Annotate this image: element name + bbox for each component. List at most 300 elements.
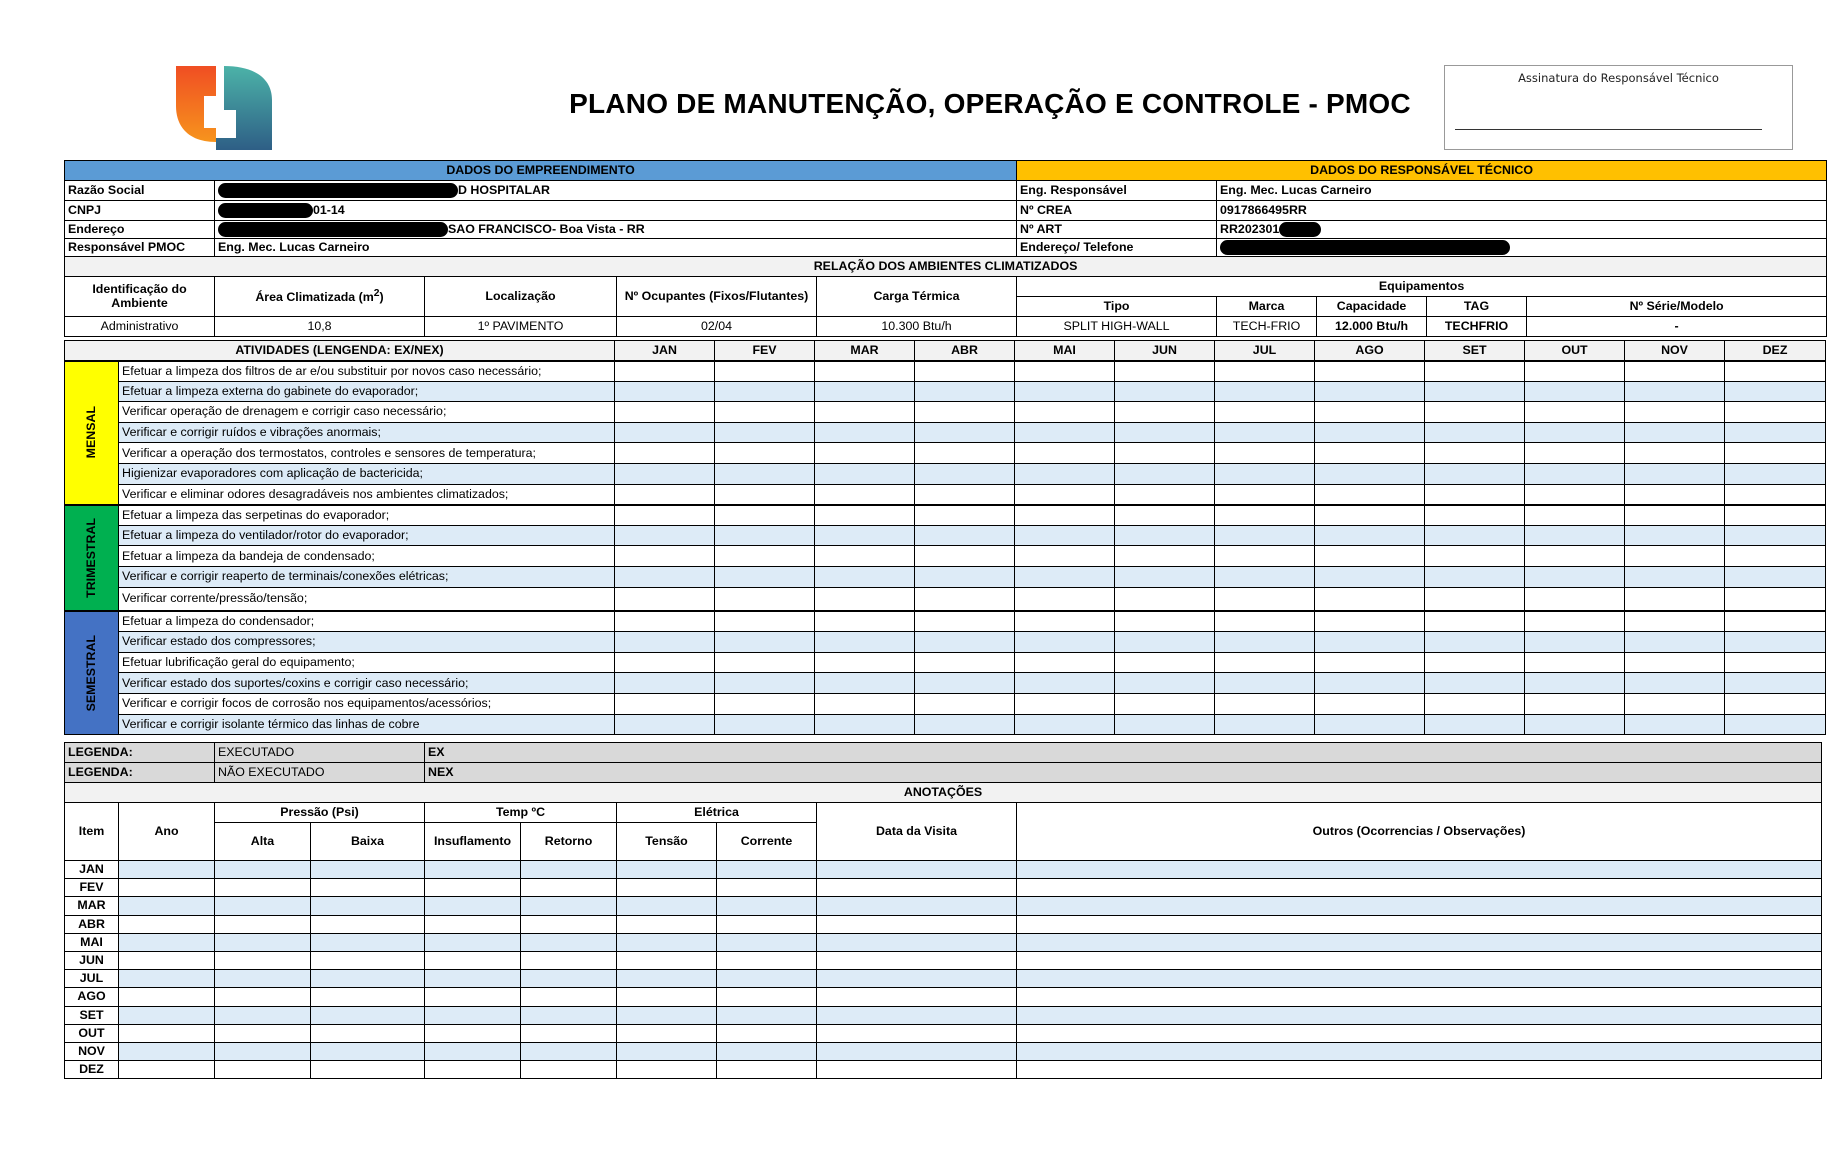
activity-cell[interactable] [1625,587,1725,611]
activity-cell[interactable] [615,505,715,526]
anotacao-cell[interactable] [817,897,1017,915]
activity-cell[interactable] [1015,611,1115,632]
activity-cell[interactable] [815,673,915,694]
anotacao-cell[interactable] [717,915,817,933]
activity-cell[interactable] [1725,505,1826,526]
anotacao-cell[interactable] [119,879,215,897]
activity-cell[interactable] [1525,632,1625,653]
activity-cell[interactable] [1015,505,1115,526]
anotacao-cell[interactable] [521,988,617,1006]
anotacao-cell[interactable] [521,1042,617,1060]
activity-cell[interactable] [615,422,715,443]
activity-cell[interactable] [1725,546,1826,567]
anotacao-cell[interactable] [717,970,817,988]
activity-cell[interactable] [1525,484,1625,505]
eng-responsavel-value[interactable]: Eng. Mec. Lucas Carneiro [1217,181,1827,201]
activity-cell[interactable] [1215,505,1315,526]
activity-cell[interactable] [1425,443,1525,464]
activity-cell[interactable] [1315,443,1425,464]
activity-cell[interactable] [1015,566,1115,587]
activity-cell[interactable] [1015,714,1115,735]
anotacao-cell[interactable] [425,1024,521,1042]
anotacao-cell[interactable] [617,915,717,933]
activity-cell[interactable] [1215,463,1315,484]
activity-cell[interactable] [1625,566,1725,587]
activity-cell[interactable] [1525,566,1625,587]
activity-cell[interactable] [1115,673,1215,694]
anotacao-cell[interactable] [425,915,521,933]
activity-cell[interactable] [1215,402,1315,423]
amb-area[interactable]: 10,8 [215,317,425,337]
anotacao-cell[interactable] [119,988,215,1006]
anotacao-cell[interactable] [617,1061,717,1079]
anotacao-cell[interactable] [1017,1042,1822,1060]
activity-cell[interactable] [615,361,715,382]
activity-cell[interactable] [1215,381,1315,402]
activity-cell[interactable] [915,361,1015,382]
activity-cell[interactable] [1425,566,1525,587]
anotacao-cell[interactable] [1017,933,1822,951]
activity-cell[interactable] [1725,463,1826,484]
anotacao-cell[interactable] [817,861,1017,879]
anotacao-cell[interactable] [215,1024,311,1042]
activity-cell[interactable] [1725,673,1826,694]
activity-cell[interactable] [1115,587,1215,611]
activity-cell[interactable] [1625,714,1725,735]
activity-cell[interactable] [915,402,1015,423]
anotacao-cell[interactable] [817,970,1017,988]
activity-cell[interactable] [1425,525,1525,546]
activity-cell[interactable] [1015,463,1115,484]
activity-cell[interactable] [615,632,715,653]
activity-cell[interactable] [1525,525,1625,546]
anotacao-cell[interactable] [1017,861,1822,879]
activity-cell[interactable] [1425,587,1525,611]
anotacao-cell[interactable] [425,951,521,969]
anotacao-cell[interactable] [717,933,817,951]
anotacao-cell[interactable] [425,879,521,897]
activity-cell[interactable] [1425,463,1525,484]
anotacao-cell[interactable] [119,970,215,988]
activity-cell[interactable] [1725,381,1826,402]
anotacao-cell[interactable] [1017,970,1822,988]
anotacao-cell[interactable] [215,915,311,933]
activity-cell[interactable] [815,714,915,735]
activity-cell[interactable] [1115,546,1215,567]
activity-cell[interactable] [1425,632,1525,653]
anotacao-cell[interactable] [119,933,215,951]
activity-cell[interactable] [915,566,1015,587]
anotacao-cell[interactable] [425,988,521,1006]
activity-cell[interactable] [1625,652,1725,673]
anotacao-cell[interactable] [617,951,717,969]
activity-cell[interactable] [915,505,1015,526]
activity-cell[interactable] [915,652,1015,673]
anotacao-cell[interactable] [521,1061,617,1079]
anotacao-cell[interactable] [119,897,215,915]
anotacao-cell[interactable] [817,951,1017,969]
activity-cell[interactable] [1215,422,1315,443]
activity-cell[interactable] [615,546,715,567]
anotacao-cell[interactable] [215,1042,311,1060]
activity-cell[interactable] [615,587,715,611]
activity-cell[interactable] [1725,587,1826,611]
activity-cell[interactable] [915,611,1015,632]
anotacao-cell[interactable] [425,1061,521,1079]
anotacao-cell[interactable] [119,1006,215,1024]
anotacao-cell[interactable] [521,915,617,933]
activity-cell[interactable] [915,546,1015,567]
activity-cell[interactable] [1115,381,1215,402]
activity-cell[interactable] [1625,381,1725,402]
activity-cell[interactable] [1725,693,1826,714]
activity-cell[interactable] [915,714,1015,735]
activity-cell[interactable] [815,381,915,402]
anotacao-cell[interactable] [311,897,425,915]
activity-cell[interactable] [815,566,915,587]
responsavel-pmoc-value[interactable]: Eng. Mec. Lucas Carneiro [215,239,1017,257]
anotacao-cell[interactable] [215,970,311,988]
activity-cell[interactable] [715,673,815,694]
activity-cell[interactable] [1525,505,1625,526]
anotacao-cell[interactable] [425,861,521,879]
anotacao-cell[interactable] [425,970,521,988]
anotacao-cell[interactable] [311,879,425,897]
anotacao-cell[interactable] [311,915,425,933]
anotacao-cell[interactable] [215,951,311,969]
activity-cell[interactable] [815,484,915,505]
activity-cell[interactable] [1525,652,1625,673]
activity-cell[interactable] [1525,611,1625,632]
amb-serie[interactable]: - [1527,317,1827,337]
anotacao-cell[interactable] [617,1006,717,1024]
activity-cell[interactable] [1725,525,1826,546]
activity-cell[interactable] [1625,673,1725,694]
anotacao-cell[interactable] [311,933,425,951]
activity-cell[interactable] [1625,463,1725,484]
activity-cell[interactable] [1315,484,1425,505]
activity-cell[interactable] [815,422,915,443]
activity-cell[interactable] [1115,525,1215,546]
activity-cell[interactable] [1015,484,1115,505]
anotacao-cell[interactable] [717,951,817,969]
activity-cell[interactable] [1525,443,1625,464]
activity-cell[interactable] [1115,714,1215,735]
activity-cell[interactable] [1215,587,1315,611]
activity-cell[interactable] [1115,652,1215,673]
activity-cell[interactable] [715,463,815,484]
activity-cell[interactable] [1115,484,1215,505]
anotacao-cell[interactable] [425,1006,521,1024]
activity-cell[interactable] [1425,402,1525,423]
anotacao-cell[interactable] [521,933,617,951]
activity-cell[interactable] [1725,611,1826,632]
activity-cell[interactable] [1425,422,1525,443]
anotacao-cell[interactable] [817,933,1017,951]
activity-cell[interactable] [1525,546,1625,567]
activity-cell[interactable] [1115,505,1215,526]
activity-cell[interactable] [1425,505,1525,526]
anotacao-cell[interactable] [1017,1024,1822,1042]
activity-cell[interactable] [1215,484,1315,505]
anotacao-cell[interactable] [311,1061,425,1079]
activity-cell[interactable] [1525,402,1625,423]
activity-cell[interactable] [715,525,815,546]
anotacao-cell[interactable] [617,988,717,1006]
activity-cell[interactable] [1315,422,1425,443]
activity-cell[interactable] [615,381,715,402]
anotacao-cell[interactable] [1017,988,1822,1006]
anotacao-cell[interactable] [817,1006,1017,1024]
amb-localizacao[interactable]: 1º PAVIMENTO [425,317,617,337]
activity-cell[interactable] [1725,484,1826,505]
anotacao-cell[interactable] [521,897,617,915]
activity-cell[interactable] [615,673,715,694]
anotacao-cell[interactable] [425,933,521,951]
activity-cell[interactable] [915,463,1015,484]
activity-cell[interactable] [1215,632,1315,653]
activity-cell[interactable] [815,463,915,484]
activity-cell[interactable] [715,566,815,587]
activity-cell[interactable] [1525,422,1625,443]
activity-cell[interactable] [615,652,715,673]
anotacao-cell[interactable] [119,951,215,969]
amb-ocupantes[interactable]: 02/04 [617,317,817,337]
activity-cell[interactable] [615,714,715,735]
activity-cell[interactable] [815,402,915,423]
activity-cell[interactable] [815,443,915,464]
anotacao-cell[interactable] [215,861,311,879]
activity-cell[interactable] [1315,652,1425,673]
activity-cell[interactable] [1015,402,1115,423]
anotacao-cell[interactable] [425,1042,521,1060]
anotacao-cell[interactable] [1017,951,1822,969]
activity-cell[interactable] [1115,693,1215,714]
activity-cell[interactable] [1315,402,1425,423]
razao-social-value[interactable]: D HOSPITALAR [215,181,1017,201]
activity-cell[interactable] [1015,525,1115,546]
activity-cell[interactable] [1115,611,1215,632]
activity-cell[interactable] [1315,381,1425,402]
activity-cell[interactable] [615,443,715,464]
anotacao-cell[interactable] [617,879,717,897]
activity-cell[interactable] [915,484,1015,505]
anotacao-cell[interactable] [311,861,425,879]
anotacao-cell[interactable] [521,861,617,879]
activity-cell[interactable] [1525,587,1625,611]
anotacao-cell[interactable] [521,879,617,897]
anotacao-cell[interactable] [717,1024,817,1042]
activity-cell[interactable] [915,587,1015,611]
activity-cell[interactable] [1625,611,1725,632]
activity-cell[interactable] [1315,611,1425,632]
activity-cell[interactable] [1315,714,1425,735]
anotacao-cell[interactable] [311,1042,425,1060]
activity-cell[interactable] [1625,422,1725,443]
activity-cell[interactable] [715,611,815,632]
activity-cell[interactable] [1525,463,1625,484]
activity-cell[interactable] [1015,546,1115,567]
anotacao-cell[interactable] [617,897,717,915]
anotacao-cell[interactable] [817,1042,1017,1060]
activity-cell[interactable] [815,361,915,382]
activity-cell[interactable] [615,402,715,423]
endereco-value[interactable]: SAO FRANCISCO- Boa Vista - RR [215,221,1017,239]
activity-cell[interactable] [1215,361,1315,382]
anotacao-cell[interactable] [311,1006,425,1024]
anotacao-cell[interactable] [521,1006,617,1024]
activity-cell[interactable] [615,525,715,546]
activity-cell[interactable] [1315,587,1425,611]
activity-cell[interactable] [1115,402,1215,423]
activity-cell[interactable] [1725,361,1826,382]
activity-cell[interactable] [615,463,715,484]
anotacao-cell[interactable] [817,879,1017,897]
anotacao-cell[interactable] [311,951,425,969]
activity-cell[interactable] [1115,422,1215,443]
activity-cell[interactable] [1315,546,1425,567]
activity-cell[interactable] [1315,673,1425,694]
activity-cell[interactable] [1425,673,1525,694]
activity-cell[interactable] [815,505,915,526]
activity-cell[interactable] [915,381,1015,402]
activity-cell[interactable] [1315,632,1425,653]
anotacao-cell[interactable] [717,861,817,879]
anotacao-cell[interactable] [617,1024,717,1042]
activity-cell[interactable] [1625,505,1725,526]
anotacao-cell[interactable] [311,988,425,1006]
activity-cell[interactable] [715,381,815,402]
activity-cell[interactable] [815,611,915,632]
anotacao-cell[interactable] [617,970,717,988]
anotacao-cell[interactable] [119,915,215,933]
activity-cell[interactable] [1215,443,1315,464]
amb-tag[interactable]: TECHFRIO [1427,317,1527,337]
activity-cell[interactable] [1115,566,1215,587]
amb-capacidade[interactable]: 12.000 Btu/h [1317,317,1427,337]
activity-cell[interactable] [1625,632,1725,653]
activity-cell[interactable] [815,693,915,714]
activity-cell[interactable] [1215,673,1315,694]
activity-cell[interactable] [915,673,1015,694]
activity-cell[interactable] [1525,714,1625,735]
endereco-telefone-value[interactable] [1217,239,1827,257]
activity-cell[interactable] [1115,463,1215,484]
activity-cell[interactable] [915,525,1015,546]
activity-cell[interactable] [815,546,915,567]
anotacao-cell[interactable] [215,933,311,951]
activity-cell[interactable] [615,611,715,632]
activity-cell[interactable] [715,546,815,567]
signature-box[interactable] [1444,65,1793,150]
activity-cell[interactable] [815,652,915,673]
activity-cell[interactable] [1625,525,1725,546]
activity-cell[interactable] [715,484,815,505]
activity-cell[interactable] [1015,652,1115,673]
anotacao-cell[interactable] [1017,1061,1822,1079]
anotacao-cell[interactable] [1017,915,1822,933]
activity-cell[interactable] [1015,422,1115,443]
activity-cell[interactable] [1725,402,1826,423]
anotacao-cell[interactable] [215,1006,311,1024]
anotacao-cell[interactable] [1017,1006,1822,1024]
activity-cell[interactable] [1315,463,1425,484]
anotacao-cell[interactable] [215,1061,311,1079]
activity-cell[interactable] [1215,566,1315,587]
amb-marca[interactable]: TECH-FRIO [1217,317,1317,337]
anotacao-cell[interactable] [617,861,717,879]
activity-cell[interactable] [1425,546,1525,567]
activity-cell[interactable] [1425,484,1525,505]
anotacao-cell[interactable] [119,1042,215,1060]
activity-cell[interactable] [815,525,915,546]
activity-cell[interactable] [715,693,815,714]
amb-identificacao[interactable]: Administrativo [65,317,215,337]
activity-cell[interactable] [1725,566,1826,587]
activity-cell[interactable] [1625,361,1725,382]
anotacao-cell[interactable] [717,897,817,915]
anotacao-cell[interactable] [215,988,311,1006]
amb-tipo[interactable]: SPLIT HIGH-WALL [1017,317,1217,337]
activity-cell[interactable] [1215,611,1315,632]
anotacao-cell[interactable] [521,1024,617,1042]
activity-cell[interactable] [1625,693,1725,714]
activity-cell[interactable] [1425,611,1525,632]
activity-cell[interactable] [715,402,815,423]
activity-cell[interactable] [1115,443,1215,464]
activity-cell[interactable] [1725,652,1826,673]
activity-cell[interactable] [715,422,815,443]
activity-cell[interactable] [915,422,1015,443]
activity-cell[interactable] [815,587,915,611]
anotacao-cell[interactable] [717,988,817,1006]
activity-cell[interactable] [1015,693,1115,714]
activity-cell[interactable] [1015,673,1115,694]
activity-cell[interactable] [715,714,815,735]
activity-cell[interactable] [1425,714,1525,735]
amb-carga[interactable]: 10.300 Btu/h [817,317,1017,337]
activity-cell[interactable] [615,566,715,587]
anotacao-cell[interactable] [521,951,617,969]
activity-cell[interactable] [1015,632,1115,653]
activity-cell[interactable] [1525,381,1625,402]
activity-cell[interactable] [915,632,1015,653]
activity-cell[interactable] [915,443,1015,464]
anotacao-cell[interactable] [119,1061,215,1079]
activity-cell[interactable] [1625,546,1725,567]
anotacao-cell[interactable] [119,861,215,879]
anotacao-cell[interactable] [311,970,425,988]
activity-cell[interactable] [1015,361,1115,382]
cnpj-value[interactable]: 01-14 [215,201,1017,221]
anotacao-cell[interactable] [1017,879,1822,897]
activity-cell[interactable] [715,361,815,382]
activity-cell[interactable] [1315,693,1425,714]
activity-cell[interactable] [1425,361,1525,382]
activity-cell[interactable] [1525,673,1625,694]
activity-cell[interactable] [1015,443,1115,464]
activity-cell[interactable] [1015,381,1115,402]
activity-cell[interactable] [1215,714,1315,735]
activity-cell[interactable] [715,652,815,673]
anotacao-cell[interactable] [717,1042,817,1060]
anotacao-cell[interactable] [717,879,817,897]
anotacao-cell[interactable] [311,1024,425,1042]
anotacao-cell[interactable] [817,988,1017,1006]
anotacao-cell[interactable] [617,1042,717,1060]
activity-cell[interactable] [1315,361,1425,382]
anotacao-cell[interactable] [521,970,617,988]
